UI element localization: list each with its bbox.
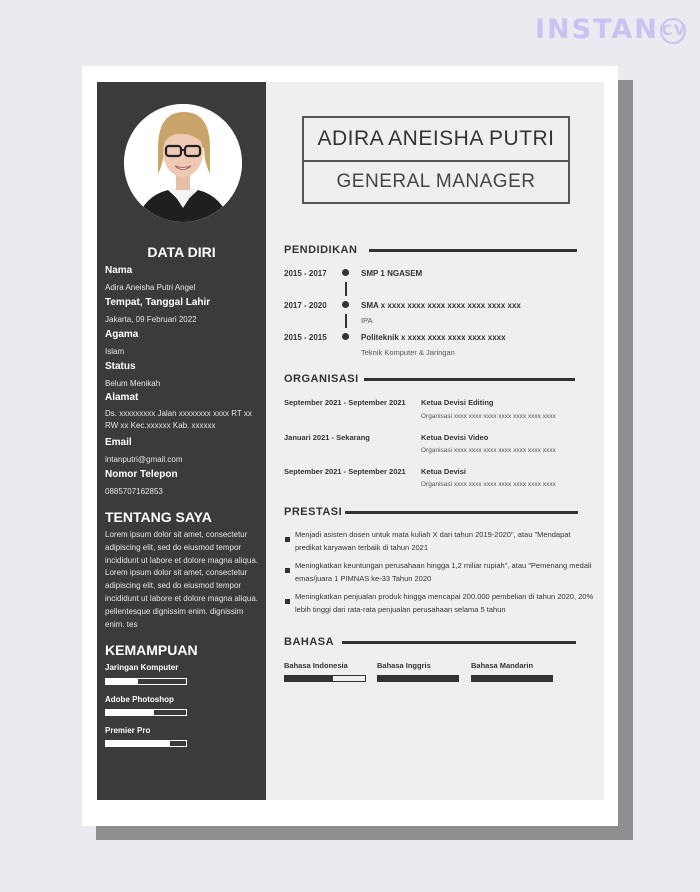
achievement-item: Meningkatkan keuntungan perusahaan hingga 1,2 miliar rupiah", atau "Pemenang medali emas/juara 1 PIMNAS ke-33 Tahun 2020	[295, 561, 592, 583]
data-diri-heading: DATA DIRI	[147, 244, 216, 260]
timeline-dot	[342, 301, 349, 308]
org-role: Ketua Devisi Video	[421, 433, 489, 442]
achievement-item: Menjadi asisten dosen untuk mata kuliah X dari tahun 2019-2020", atau "Mendapat predikat karyawan terbaik di tahun 2021	[295, 530, 571, 552]
profile-photo	[124, 104, 242, 222]
language-fill	[378, 676, 458, 681]
name-title: ADIRA ANEISHA PUTRI	[302, 116, 570, 162]
skill-bar	[105, 709, 187, 716]
field-label: Email	[105, 437, 132, 448]
education-years: 2015 - 2015	[284, 333, 327, 342]
education-school: SMA x xxxx xxxx xxxx xxxx xxxx xxxx xxx	[361, 301, 521, 310]
bullet-icon	[285, 537, 290, 542]
education-years: 2017 - 2020	[284, 301, 327, 310]
section-divider	[342, 641, 576, 644]
education-school: SMP 1 NGASEM	[361, 269, 423, 278]
skill-label: Premier Pro	[105, 726, 151, 735]
section-divider	[364, 378, 575, 381]
field-label: Tempat, Tanggal Lahir	[105, 297, 211, 308]
achievements-heading: PRESTASI	[284, 506, 343, 518]
skills-heading: KEMAMPUAN	[105, 642, 198, 658]
organization-heading: ORGANISASI	[284, 373, 359, 385]
skill-fill	[106, 710, 154, 715]
bullet-icon	[285, 599, 290, 604]
field-label: Status	[105, 361, 136, 372]
language-label: Bahasa Mandarin	[471, 661, 534, 670]
language-fill	[285, 676, 333, 681]
field-label: Nomor Telepon	[105, 469, 178, 480]
field-value: Jakarta, 09 Februari 2022	[105, 315, 197, 324]
skill-label: Jaringan Komputer	[105, 663, 179, 672]
timeline-dot	[342, 333, 349, 340]
org-role: Ketua Devisi	[421, 467, 467, 476]
achievement-item: Meningkatkan penjualan produk hingga mencapai 200.000 pembelian di tahun 2020, 20% lebih tinggi dari rata-rata penjualan perusahaan selama 5 tahun	[295, 592, 594, 614]
org-role: Ketua Devisi Editing	[421, 398, 494, 407]
timeline-line	[345, 282, 347, 296]
skill-fill	[106, 741, 170, 746]
field-value: Ds. xxxxxxxxx Jalan xxxxxxxx xxxx RT xx RW xx Kec.xxxxxx Kab. xxxxxx	[105, 409, 252, 430]
org-period: September 2021 - September 2021	[284, 467, 406, 476]
field-value: Belum Menikah	[105, 379, 161, 388]
education-heading: PENDIDIKAN	[284, 244, 358, 256]
about-heading: TENTANG SAYA	[105, 509, 212, 525]
brand-text: INSTAN	[535, 14, 659, 45]
education-major: IPA	[361, 316, 373, 325]
org-period: Januari 2021 - Sekarang	[284, 433, 370, 442]
org-name: Organisasi xxxx xxxx xxxx xxxx xxxx xxxx xxxx	[421, 481, 556, 488]
field-value: Adira Aneisha Putri Angel	[105, 283, 196, 292]
bullet-icon	[285, 568, 290, 573]
education-school: Politeknik x xxxx xxxx xxxx xxxx xxxx	[361, 333, 506, 342]
field-label: Alamat	[105, 392, 139, 403]
language-bar	[284, 675, 366, 682]
field-value: intanputri@gmail.com	[105, 455, 183, 464]
timeline-dot	[342, 269, 349, 276]
job-title: GENERAL MANAGER	[302, 162, 570, 204]
section-divider	[345, 511, 578, 514]
section-divider	[369, 249, 577, 252]
org-period: September 2021 - September 2021	[284, 398, 406, 407]
languages-heading: BAHASA	[284, 636, 335, 648]
skill-bar	[105, 678, 187, 685]
about-text: Lorem ipsum dolor sit amet, consectetur adipiscing elit, sed do eiusmod tempor incididunt ut labore et dolore magna aliqua. Lorem ipsum dolor sit amet, consectetur adipiscing elit, sed do eiusmod tempor incididunt ut labore et dolore magna aliqua. pellentesque dignissim enim. dignissim enim. tes	[105, 530, 258, 629]
skill-label: Adobe Photoshop	[105, 695, 174, 704]
education-major: Teknik Komputer & Jaringan	[361, 348, 455, 357]
language-fill	[472, 676, 552, 681]
language-label: Bahasa Inggris	[377, 661, 431, 670]
education-years: 2015 - 2017	[284, 269, 327, 278]
field-value: 0885707162853	[105, 487, 163, 496]
field-value: Islam	[105, 347, 125, 356]
language-bar	[471, 675, 553, 682]
timeline-line	[345, 314, 347, 328]
org-name: Organisasi xxxx xxxx xxxx xxxx xxxx xxxx xxxx	[421, 447, 556, 454]
field-label: Nama	[105, 265, 133, 276]
skill-fill	[106, 679, 138, 684]
brand-cv-mark: CV	[660, 18, 686, 44]
language-label: Bahasa Indonesia	[284, 661, 348, 670]
sidebar	[97, 82, 266, 800]
skill-bar	[105, 740, 187, 747]
field-label: Agama	[105, 329, 139, 340]
org-name: Organisasi xxxx xxxx xxxx xxxx xxxx xxxx xxxx	[421, 413, 556, 420]
language-bar	[377, 675, 459, 682]
brand-logo	[535, 14, 686, 45]
